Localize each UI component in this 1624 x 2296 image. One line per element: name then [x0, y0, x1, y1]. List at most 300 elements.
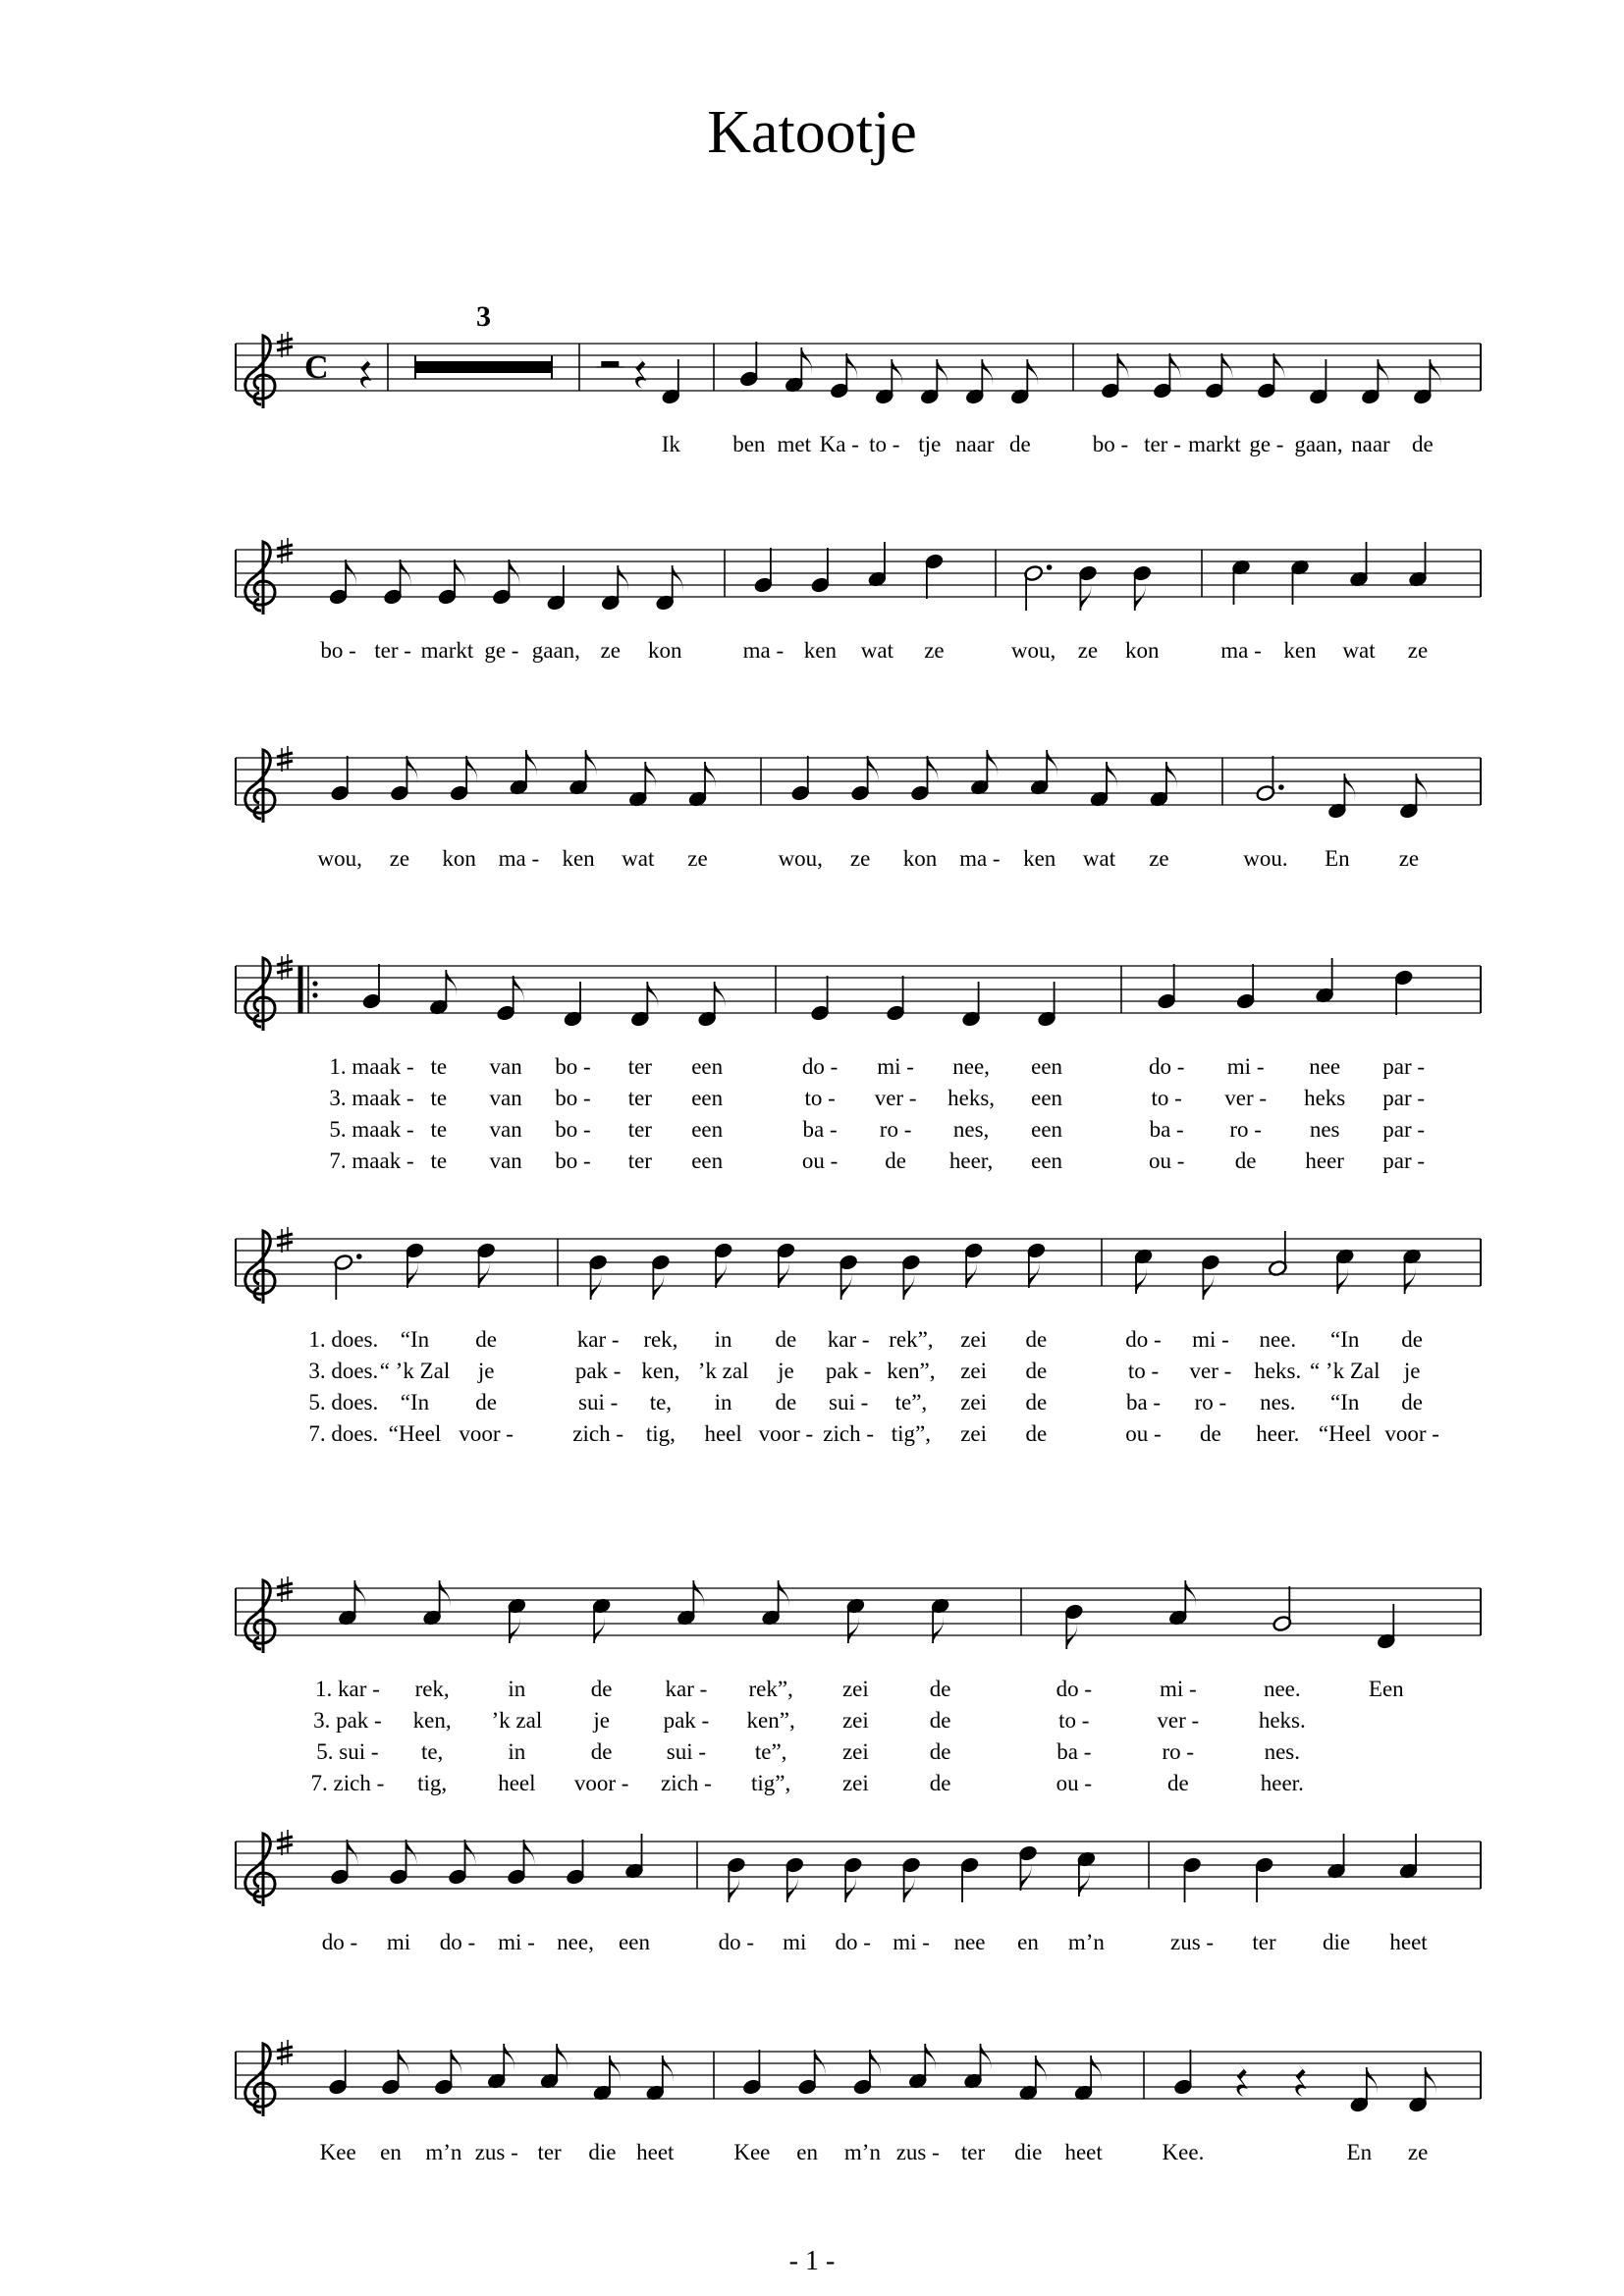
- lyric-syllable: de: [1401, 1327, 1423, 1352]
- lyric-syllable: nee.: [1259, 1327, 1297, 1352]
- lyric-syllable: ver -: [1224, 1086, 1268, 1110]
- lyric-syllable: die: [1014, 2140, 1043, 2164]
- lyric-syllable: te,: [420, 1739, 444, 1764]
- quarter-rest: [1237, 2063, 1248, 2097]
- lyric-syllable: de: [929, 1771, 951, 1795]
- note-flag: [892, 359, 902, 387]
- treble-clef: [245, 1231, 275, 1304]
- measure: [743, 542, 945, 663]
- lyric-syllable: voor -: [573, 1771, 629, 1795]
- sharp-stroke: [277, 961, 293, 965]
- staff-system: [236, 300, 1481, 456]
- lyric-syllable: bo -: [555, 1086, 591, 1110]
- lyric-syllable: nee,: [952, 1054, 990, 1079]
- lyric-syllable: die: [1322, 1930, 1351, 1954]
- lyric-syllable: ken,: [412, 1708, 452, 1733]
- lyric-syllable: wou,: [1010, 638, 1056, 663]
- treble-clef: [245, 2044, 275, 2116]
- lyric-syllable: nes: [1309, 1117, 1340, 1142]
- sharp-stroke: [277, 1844, 293, 1848]
- lyric-syllable: rek”,: [889, 1327, 934, 1352]
- lyric-syllable: wou.: [1243, 846, 1288, 871]
- lyric-syllable: nee.: [1263, 1677, 1301, 1701]
- lyric-syllable: sui -: [666, 1739, 706, 1764]
- measure: [1093, 353, 1441, 456]
- sharp-stroke: [277, 2047, 293, 2051]
- measure: [311, 1580, 951, 1795]
- note-flag: [504, 2044, 514, 2071]
- measure: [596, 355, 680, 456]
- lyric-syllable: par -: [1382, 1117, 1426, 1142]
- measure: [1125, 1231, 1439, 1446]
- lyric-syllable: een: [691, 1117, 724, 1142]
- note-flag: [618, 565, 628, 593]
- lyric-syllable: ken: [803, 638, 838, 663]
- note-flag: [645, 762, 656, 789]
- lyric-syllable: zich -: [823, 1421, 874, 1446]
- note-flag: [1367, 2067, 1378, 2095]
- note-flag: [981, 2044, 992, 2071]
- measure: [732, 342, 1038, 456]
- sharp-stroke: [277, 347, 293, 350]
- lyric-syllable: nes,: [952, 1117, 990, 1142]
- lyric-syllable: wat: [622, 846, 655, 871]
- lyric-syllable: mi -: [498, 1930, 535, 1954]
- lyric-syllable: wat: [1082, 846, 1116, 871]
- lyric-syllable: de: [929, 1708, 951, 1733]
- lyric-syllable: ge -: [484, 638, 519, 663]
- note-flag: [610, 2056, 621, 2083]
- sharp-stroke: [277, 969, 293, 973]
- note-flag: [1426, 2067, 1436, 2095]
- measure: [329, 964, 725, 1173]
- note-flag: [557, 2044, 568, 2071]
- lyric-syllable: heks,: [947, 1086, 996, 1110]
- lyric-syllable: de: [1025, 1359, 1048, 1383]
- sharp-stroke: [277, 1234, 293, 1238]
- lyric-syllable: ter: [627, 1054, 652, 1079]
- lyric-syllable: ken: [1283, 638, 1317, 663]
- lyric-syllable: ba -: [802, 1117, 838, 1142]
- measure: [415, 300, 552, 379]
- lyric-syllable: de: [590, 1739, 613, 1764]
- note-flag: [526, 750, 537, 777]
- lyric-syllable: zei: [960, 1421, 988, 1446]
- note-flag: [510, 1616, 520, 1643]
- lyric-syllable: je: [593, 1708, 610, 1733]
- note-flag: [354, 1580, 365, 1608]
- lyric-syllable: m’n: [425, 2140, 462, 2164]
- lyric-syllable: te”,: [754, 1739, 787, 1764]
- lyric-syllable: een: [1031, 1117, 1063, 1142]
- measure: [802, 976, 1063, 1173]
- lyric-syllable: de: [1025, 1390, 1048, 1415]
- lyric-syllable: par -: [1382, 1086, 1426, 1110]
- lyric-syllable: par -: [1382, 1054, 1426, 1079]
- sharp-stroke: [277, 1591, 293, 1595]
- lyric-syllable: zus -: [1170, 1930, 1215, 1954]
- staff-system: [236, 746, 1481, 871]
- measure: [1011, 564, 1160, 663]
- sharp-stroke: [277, 753, 293, 757]
- lyric-syllable: ’k zal: [697, 1359, 749, 1383]
- lyric-syllable: bo -: [555, 1117, 591, 1142]
- lyric-syllable: do -: [1056, 1677, 1093, 1701]
- lyric-syllable: nee: [953, 1930, 986, 1954]
- repeat-dot: [312, 981, 317, 986]
- lyric-syllable: de: [775, 1327, 797, 1352]
- lyric-syllable: pak -: [825, 1359, 872, 1383]
- lyric-syllable: ze: [687, 846, 708, 871]
- measure: [1149, 958, 1425, 1173]
- lyric-syllable: 3. pak -: [313, 1708, 382, 1733]
- lyric-syllable: nes.: [1264, 1739, 1301, 1764]
- lyric-syllable: te: [430, 1117, 448, 1142]
- measure: [1163, 2050, 1436, 2164]
- lyric-syllable: een: [1031, 1086, 1063, 1110]
- lyric-syllable: van: [489, 1117, 522, 1142]
- lyric-syllable: te: [430, 1054, 448, 1079]
- note-flag: [937, 359, 947, 387]
- lyric-syllable: wat: [860, 638, 894, 663]
- lyric-syllable: heet: [636, 2140, 675, 2164]
- lyric-syllable: sui -: [578, 1390, 619, 1415]
- lyric-syllable: ken,: [641, 1359, 680, 1383]
- staff-system: [236, 1227, 1481, 1446]
- lyric-syllable: een: [619, 1930, 650, 1954]
- lyric-syllable: heks.: [1254, 1359, 1302, 1383]
- quarter-rest: [1295, 2063, 1306, 2097]
- lyric-syllable: zich -: [572, 1421, 623, 1446]
- lyric-syllable: ro -: [1194, 1390, 1227, 1415]
- lyric-syllable: ze: [1407, 638, 1429, 663]
- lyric-syllable: bo -: [320, 638, 356, 663]
- lyric-syllable: in: [714, 1390, 732, 1415]
- lyric-syllable: ’k zal: [491, 1708, 543, 1733]
- lyric-syllable: de: [1234, 1148, 1257, 1173]
- lyric-syllable: heet: [1389, 1930, 1428, 1954]
- lyric-syllable: ro -: [879, 1117, 912, 1142]
- lyric-syllable: de: [929, 1677, 951, 1701]
- lyric-syllable: 7. zich -: [310, 1771, 385, 1795]
- note-flag: [440, 1580, 451, 1608]
- lyric-syllable: En: [1325, 846, 1350, 871]
- lyric-syllable: in: [714, 1327, 732, 1352]
- lyric-syllable: de: [1200, 1421, 1221, 1446]
- lyric-syllable: 5. sui -: [316, 1739, 379, 1764]
- time-signature: C: [304, 349, 329, 386]
- lyric-syllable: tig,: [645, 1421, 676, 1446]
- treble-clef: [245, 750, 275, 823]
- lyric-syllable: voor -: [1384, 1421, 1439, 1446]
- lyric-syllable: “Heel: [388, 1421, 442, 1446]
- lyric-syllable: ter -: [374, 638, 411, 663]
- lyric-syllable: “ ’k Zal: [379, 1359, 451, 1383]
- lyric-syllable: to -: [1151, 1086, 1182, 1110]
- lyric-syllable: gaan,: [1294, 432, 1343, 456]
- lyric-syllable: ma -: [742, 638, 785, 663]
- lyric-syllable: m’n: [1067, 1930, 1105, 1954]
- lyric-syllable: mi -: [1226, 1054, 1265, 1079]
- note-flag: [705, 762, 716, 789]
- lyric-syllable: wat: [1342, 638, 1376, 663]
- lyric-syllable: je: [1403, 1359, 1421, 1383]
- measure: [320, 2044, 675, 2164]
- note-flag: [1091, 2056, 1102, 2083]
- lyric-syllable: de: [1166, 1771, 1189, 1795]
- lyric-syllable: zus -: [474, 2140, 518, 2164]
- lyric-syllable: heer.: [1260, 1771, 1304, 1795]
- lyric-syllable: voor -: [758, 1421, 814, 1446]
- note-flag: [1166, 762, 1177, 789]
- lyric-syllable: in: [508, 1739, 526, 1764]
- lyric-syllable: sui -: [829, 1390, 869, 1415]
- lyric-syllable: van: [489, 1054, 522, 1079]
- lyric-syllable: zei: [841, 1708, 869, 1733]
- note-flag: [925, 2044, 936, 2071]
- lyric-syllable: de: [1008, 432, 1031, 456]
- lyric-syllable: zei: [841, 1771, 869, 1795]
- lyric-syllable: do -: [321, 1930, 358, 1954]
- lyric-syllable: En: [1346, 2140, 1373, 2164]
- lyric-syllable: ze: [849, 846, 871, 871]
- note-flag: [693, 1580, 704, 1608]
- lyric-syllable: de: [1412, 432, 1434, 456]
- lyric-syllable: ter: [960, 2140, 986, 2164]
- lyric-syllable: ver -: [1189, 1359, 1232, 1383]
- note-flag: [673, 565, 683, 593]
- quarter-rest: [635, 355, 646, 389]
- lyric-syllable: te: [430, 1086, 448, 1110]
- lyric-syllable: en: [380, 2140, 402, 2164]
- measure: [719, 1844, 1106, 1954]
- staff-system: [236, 1830, 1481, 1954]
- lyric-syllable: Ka -: [819, 432, 859, 456]
- lyric-syllable: to -: [869, 432, 900, 456]
- lyric-syllable: ter: [537, 2140, 562, 2164]
- lyric-syllable: bo -: [1092, 432, 1129, 456]
- lyric-syllable: tig,: [417, 1771, 448, 1795]
- note-flag: [801, 347, 812, 375]
- lyric-syllable: markt: [420, 638, 474, 663]
- note-flag: [1430, 359, 1440, 387]
- repeat-dot: [312, 992, 317, 997]
- note-flag: [1416, 774, 1427, 801]
- treble-clef: [245, 1580, 275, 1653]
- lyric-syllable: voor -: [459, 1421, 514, 1446]
- lyric-syllable: heer.: [1256, 1421, 1300, 1446]
- lyric-syllable: heks: [1304, 1086, 1346, 1110]
- lyric-syllable: ken: [562, 846, 595, 871]
- lyric-syllable: ver -: [874, 1086, 917, 1110]
- lyric-syllable: zus -: [895, 2140, 940, 2164]
- lyric-syllable: van: [489, 1148, 522, 1173]
- lyric-syllable: tig”,: [891, 1421, 931, 1446]
- lyric-syllable: ge -: [1249, 432, 1284, 456]
- page-number: - 1 -: [788, 2246, 836, 2276]
- lyric-syllable: heet: [1064, 2140, 1103, 2164]
- measure: [318, 750, 716, 871]
- lyric-syllable: naar: [1351, 432, 1390, 456]
- lyric-syllable: do -: [718, 1930, 755, 1954]
- lyric-syllable: kar -: [576, 1327, 620, 1352]
- measure: [733, 2044, 1103, 2164]
- lyric-syllable: do -: [1125, 1327, 1162, 1352]
- lyric-syllable: heel: [498, 1771, 536, 1795]
- note-flag: [586, 750, 597, 777]
- lyric-syllable: do -: [439, 1930, 476, 1954]
- song-title: Katootje: [707, 99, 917, 166]
- measure: [308, 1242, 514, 1446]
- lyric-syllable: 1. kar -: [314, 1677, 380, 1701]
- lyric-syllable: de: [885, 1148, 906, 1173]
- lyric-syllable: do -: [801, 1054, 839, 1079]
- lyric-syllable: “In: [400, 1327, 430, 1352]
- sharp-stroke: [277, 2055, 293, 2058]
- lyric-syllable: Ik: [661, 432, 680, 456]
- lyric-syllable: een: [1031, 1054, 1063, 1079]
- lyric-syllable: rek,: [643, 1327, 678, 1352]
- lyric-syllable: 3. does.: [308, 1359, 379, 1383]
- lyric-syllable: bo -: [555, 1148, 591, 1173]
- lyric-syllable: ken: [1023, 846, 1056, 871]
- lyric-syllable: kon: [442, 846, 476, 871]
- lyric-syllable: ba -: [1149, 1117, 1184, 1142]
- lyric-syllable: tig”,: [751, 1771, 791, 1795]
- lyric-syllable: ter: [627, 1086, 652, 1110]
- lyric-syllable: met: [777, 432, 812, 456]
- lyric-syllable: ma -: [498, 846, 540, 871]
- lyric-syllable: pak -: [574, 1359, 622, 1383]
- lyric-syllable: zei: [960, 1390, 988, 1415]
- note-flag: [647, 982, 658, 1009]
- lyric-syllable: “Heel: [1318, 1421, 1372, 1446]
- lyric-syllable: de: [475, 1327, 497, 1352]
- lyric-syllable: te”,: [894, 1390, 928, 1415]
- sharp-stroke: [277, 761, 293, 765]
- lyric-syllable: ze: [1149, 846, 1169, 871]
- staff-system: [236, 1576, 1481, 1795]
- lyric-syllable: zei: [841, 1677, 869, 1701]
- lyric-syllable: de: [1025, 1421, 1048, 1446]
- sharp-stroke: [277, 339, 293, 343]
- lyric-syllable: nee,: [557, 1930, 594, 1954]
- multirest-count: 3: [476, 300, 491, 333]
- lyric-syllable: ter: [627, 1148, 652, 1173]
- lyric-syllable: to -: [1058, 1708, 1090, 1733]
- lyric-syllable: ou -: [1125, 1421, 1162, 1446]
- lyric-syllable: ma -: [1220, 638, 1262, 663]
- lyric-syllable: rek”,: [748, 1677, 793, 1701]
- augmentation-dot: [1047, 564, 1053, 570]
- lyric-syllable: rek,: [414, 1677, 450, 1701]
- lyric-syllable: in: [508, 1677, 526, 1701]
- lyric-syllable: en: [796, 2140, 819, 2164]
- measure: [572, 1242, 1047, 1446]
- lyric-syllable: tje: [918, 432, 942, 456]
- lyric-syllable: zei: [960, 1327, 988, 1352]
- lyric-syllable: een: [691, 1086, 724, 1110]
- measure: [1220, 542, 1428, 663]
- lyric-syllable: ba -: [1125, 1390, 1162, 1415]
- note-flag: [1047, 750, 1057, 777]
- lyric-syllable: te,: [649, 1390, 673, 1415]
- lyric-syllable: ma -: [959, 846, 1001, 871]
- lyric-syllable: bo -: [555, 1054, 591, 1079]
- lyric-syllable: de: [590, 1677, 613, 1701]
- lyric-syllable: heel: [704, 1421, 742, 1446]
- quarter-rest: [360, 355, 371, 389]
- lyric-syllable: te: [430, 1148, 448, 1173]
- lyric-syllable: wou,: [778, 846, 823, 871]
- lyric-syllable: zei: [960, 1359, 988, 1383]
- lyric-syllable: de: [775, 1390, 797, 1415]
- lyric-syllable: kon: [647, 638, 682, 663]
- note-flag: [1079, 1869, 1090, 1896]
- lyric-syllable: de: [929, 1739, 951, 1764]
- lyric-syllable: markt: [1188, 432, 1241, 456]
- lyric-syllable: 1. does.: [308, 1327, 379, 1352]
- lyric-syllable: de: [1025, 1327, 1048, 1352]
- sharp-stroke: [277, 1583, 293, 1587]
- lyric-syllable: to -: [804, 1086, 836, 1110]
- note-flag: [779, 1580, 789, 1608]
- measure: [1170, 1834, 1428, 1954]
- lyric-syllable: Kee: [733, 2140, 771, 2164]
- treble-clef: [245, 958, 275, 1031]
- staff-system: [236, 954, 1481, 1173]
- lyric-syllable: en: [1017, 1930, 1039, 1954]
- lyric-syllable: ou -: [801, 1148, 839, 1173]
- measure: [1056, 1580, 1405, 1795]
- lyric-syllable: de: [475, 1390, 497, 1415]
- lyric-syllable: ze: [1398, 846, 1420, 871]
- lyric-syllable: een: [1031, 1148, 1063, 1173]
- note-flag: [663, 2056, 674, 2083]
- lyric-syllable: ba -: [1056, 1739, 1092, 1764]
- note-flag: [1344, 774, 1355, 801]
- lyric-syllable: zich -: [661, 1771, 712, 1795]
- lyric-syllable: “In: [1330, 1390, 1360, 1415]
- lyric-syllable: mi: [783, 1930, 807, 1954]
- treble-clef: [245, 1834, 275, 1906]
- lyric-syllable: ze: [1077, 638, 1099, 663]
- lyric-syllable: gaan,: [531, 638, 580, 663]
- sharp-stroke: [277, 553, 293, 557]
- note-flag: [1378, 359, 1388, 387]
- lyric-syllable: heks.: [1258, 1708, 1306, 1733]
- staff-system: [236, 538, 1481, 663]
- sharp-stroke: [277, 545, 293, 549]
- note-flag: [1405, 1266, 1416, 1294]
- lyric-syllable: ro -: [1229, 1117, 1262, 1142]
- lyric-syllable: mi -: [893, 1930, 930, 1954]
- sharp-stroke: [277, 1837, 293, 1841]
- lyric-syllable: ver -: [1157, 1708, 1200, 1733]
- note-flag: [848, 1616, 859, 1643]
- lyric-syllable: de: [1401, 1390, 1423, 1415]
- lyric-syllable: ter: [1252, 1930, 1276, 1954]
- measure: [360, 355, 371, 389]
- lyric-syllable: naar: [955, 432, 995, 456]
- lyric-syllable: heer: [1305, 1148, 1344, 1173]
- note-flag: [594, 1616, 605, 1643]
- lyric-syllable: pak -: [663, 1708, 710, 1733]
- note-flag: [1107, 762, 1117, 789]
- lyric-syllable: kar -: [827, 1327, 870, 1352]
- lyric-syllable: mi -: [1192, 1327, 1229, 1352]
- measure: [322, 1834, 651, 1954]
